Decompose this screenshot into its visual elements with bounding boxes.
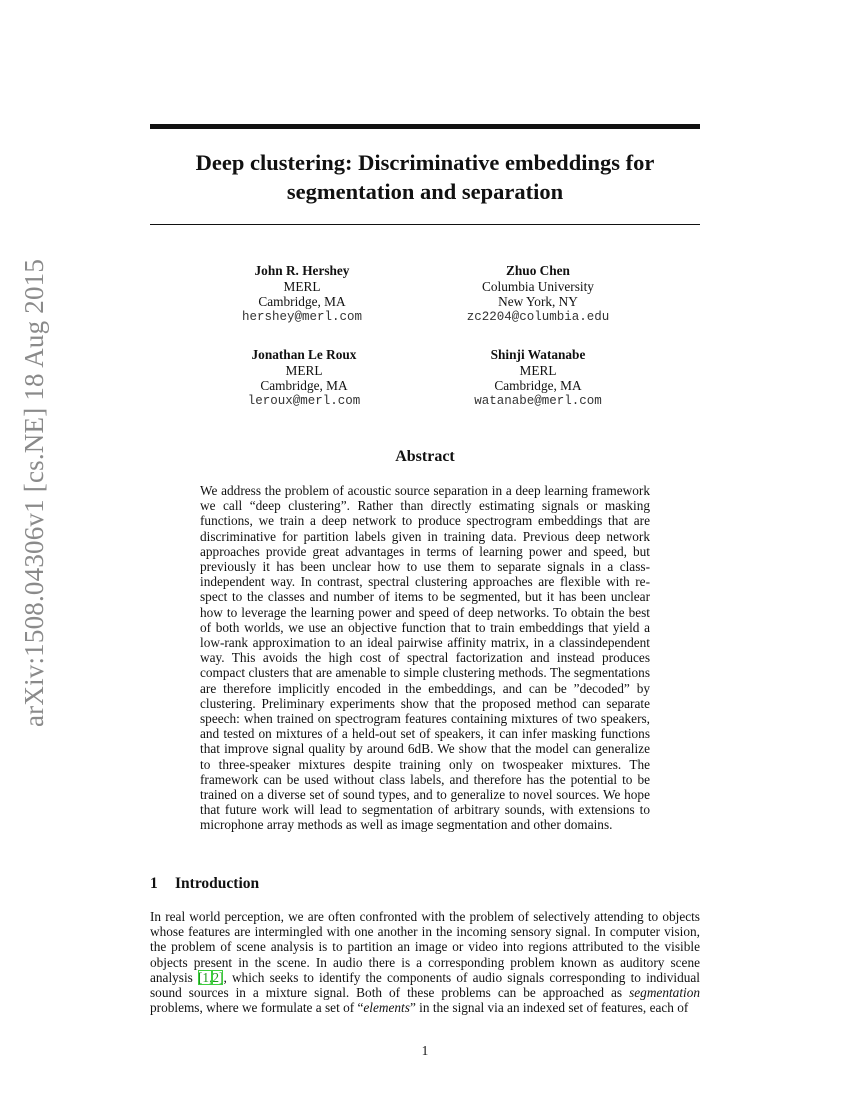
arxiv-identifier-stamp: arXiv:1508.04306v1 [cs.NE] 18 Aug 2015 (19, 258, 49, 728)
author-affiliation: MERL (519, 362, 557, 378)
paragraph-text: problems, where we formulate a set of “ (150, 1000, 364, 1016)
author-affiliation: MERL (283, 278, 321, 294)
author-block (418, 347, 658, 409)
citation-link[interactable]: [1, (198, 969, 213, 985)
author-location: Cambridge, MA (258, 294, 346, 309)
abstract-text: We address the problem of acoustic source separation in a deep learning framework we call “deep clustering”. Rather than directly estimating signals or masking functions, we train a deep network to produce spectrogram embeddings that are discriminative for partition labels given in training data. Previous deep network approaches provide great advantages in terms of learning power and speed, but previously it has been unclear how to use them to separate signals in a classindependent way. In contrast, spectral clustering approaches are flexible with respect to the classes and number of items to be segmented, but it has been unclear how to leverage the learning power and speed of deep networks. To obtain the best of both worlds, we use an objective function that to train embeddings that yield a low-rank approximation to an ideal pairwise affinity matrix, in a classindependent way. This avoids the high cost of spectral factorization and instead produces compact clusters that are amenable to simple clustering methods. The segmentations are therefore implicitly encoded in the embeddings, and can be ”decoded” by clustering. Preliminary experiments show that the proposed method can separate speech: when trained on spectrogram features containing mixtures of two speakers, and tested on mixtures of a held-out set of speakers, it can infer masking functions that improve signal quality by around 6dB. We show that the model can generalize to three-speaker mixtures despite training only on twospeaker mixtures. The framework can be used without class labels, and therefore has the potential to be trained on a diverse set of sound types, and to generalize to novel sources. We hope that future work will lead to segmentation of arbitrary sounds, with extensions to microphone array methods as well as image segmentation and other domains. (200, 483, 650, 833)
author-block (184, 347, 424, 409)
paragraph-text: ” in the signal via an indexed set of features, each of (409, 1000, 689, 1016)
section-heading (150, 875, 259, 893)
author-block (182, 263, 422, 325)
author-affiliation: Columbia University (482, 278, 594, 294)
paragraph-text: In real world perception, we are often confronted with the problem of selectively attending to objects whose features are intermingled with one another in the incoming sensory signal. In computer vision, the problem of scene analysis is to partition an image or video into regions attributed to the visible objects present in the scene. In audio there is a corresponding problem known as auditory scene analysis (150, 909, 700, 985)
title-bottom-rule (150, 224, 700, 225)
author-name: Jonathan Le Roux (251, 347, 357, 362)
author-email[interactable]: hershey@merl.com (241, 309, 363, 324)
title-line-1: Deep clustering: Discriminative embeddings for (195, 150, 655, 175)
author-location: New York, NY (498, 294, 578, 309)
author-email[interactable]: watanabe@merl.com (474, 393, 602, 408)
emphasis-text: segmentation (629, 985, 700, 1001)
title-top-rule (150, 124, 700, 129)
author-location: Cambridge, MA (260, 378, 348, 393)
introduction-paragraph (150, 909, 700, 1015)
author-affiliation: MERL (285, 362, 323, 378)
author-email[interactable]: leroux@merl.com (247, 393, 361, 408)
author-name: John R. Hershey (254, 263, 350, 278)
author-location: Cambridge, MA (494, 378, 582, 393)
author-block (418, 263, 658, 325)
emphasis-text: elements (363, 1000, 410, 1016)
section-title: Introduction (175, 875, 260, 892)
citation-link[interactable]: 2] (212, 969, 224, 985)
paragraph-text: , which seeks to identify the components of audio signals corresponding to individual sound sources in a mixture signal. Both of these problems can be approached as (150, 969, 700, 1001)
paper-title (150, 148, 700, 206)
title-line-2: segmentation and separation (286, 179, 564, 204)
author-name: Zhuo Chen (506, 263, 570, 278)
section-number: 1 (150, 875, 158, 892)
page-number: 1 (421, 1043, 429, 1058)
abstract-heading: Abstract (395, 448, 455, 465)
author-name: Shinji Watanabe (490, 347, 586, 362)
author-email[interactable]: zc2204@columbia.edu (466, 309, 610, 324)
